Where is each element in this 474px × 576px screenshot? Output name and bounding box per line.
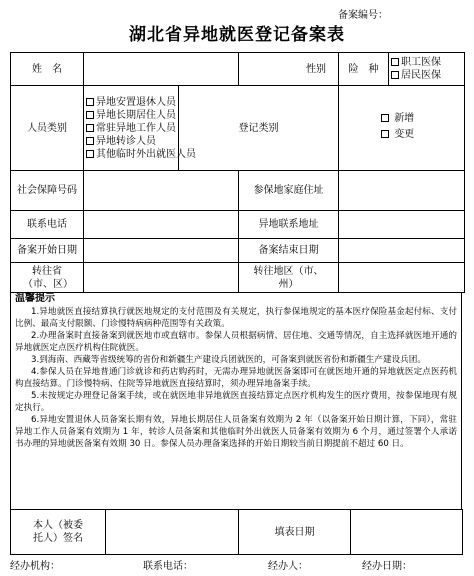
form-title: 湖北省异地就医登记备案表 (129, 25, 345, 45)
insured-address-field[interactable] (339, 171, 465, 211)
notice-item: 4.参保人员在异地普通门诊就诊和药店购药时，无需办理异地就医备案即可在就医地开通的异地就医定点医药机构直接结算。门诊慢特病、住院等异地就医直接结算时，须办理异地备案手续。 (15, 367, 457, 389)
handle-date-label: 经办日期： (362, 561, 412, 572)
checkbox-icon[interactable] (391, 58, 399, 66)
start-date-label: 备案开始日期 (11, 239, 84, 263)
person-category-option[interactable]: 异地安置退休人员 (86, 96, 178, 109)
category-row (11, 86, 465, 171)
person-category-option[interactable]: 常驻异地工作人员 (86, 122, 178, 135)
transfer-from-field[interactable] (84, 263, 239, 293)
transfer-to-field[interactable] (339, 263, 465, 293)
gender-label: 性别 (239, 53, 339, 86)
person-category-label: 人员类别 (11, 86, 84, 171)
checkbox-icon[interactable] (86, 111, 94, 119)
checkbox-icon[interactable] (86, 98, 94, 106)
person-category-option[interactable]: 异地长期居住人员 (86, 109, 178, 122)
name-row (11, 53, 465, 86)
start-date-field[interactable] (84, 239, 239, 263)
checkbox-icon[interactable] (381, 130, 389, 138)
checkbox-icon[interactable] (86, 150, 94, 158)
social-security-row (11, 171, 465, 211)
person-category-option[interactable]: 其他临时外出就医人员 (86, 148, 178, 161)
transfer-from-label: 转往省（市、区） (11, 263, 84, 293)
agency-label: 经办机构： (10, 561, 60, 572)
notice-item: 6.异地安置退休人员备案长期有效，异地长期居住人员备案有效期为 2 年（以备案开始日期计算，下同），常驻异地工作人员备案有效期为 1 年，转诊人员备案和其他临时外出就医人员备案有效期为 6 个月，通过签署个人承诺书办理的异地就医备案有效期 30 日。参保人员办理备案选择的开始日期较当前日期提前不超过 60 日。 (15, 415, 457, 449)
fill-date-field[interactable] (351, 510, 463, 555)
signer-label: 本人（被委托人）签名 (11, 510, 106, 555)
signature-table (10, 509, 463, 555)
social-security-field[interactable] (84, 171, 239, 211)
notice-heading: 温馨提示 (15, 293, 55, 304)
insured-address-label: 参保地家庭住址 (239, 171, 339, 211)
serial-number-label: 备案编号： (338, 10, 388, 21)
signature-field[interactable] (106, 510, 239, 555)
checkbox-icon[interactable] (86, 124, 94, 132)
insurance-options (389, 53, 465, 86)
person-category-options (84, 86, 196, 171)
registration-type-option-new[interactable]: 新增 (381, 112, 464, 128)
end-date-label: 备案结束日期 (239, 239, 339, 263)
phone-field[interactable] (84, 211, 239, 239)
remote-contact-field[interactable] (339, 211, 465, 239)
insurance-option-employee[interactable]: 职工医保 (391, 56, 464, 69)
notice-item: 1.异地就医直接结算执行就医地规定的支付范围及有关规定，执行参保地规定的基本医疗保险基金起付标、支付比例、最高支付限额、门诊慢特病病种范围等有关政策。 (15, 307, 457, 329)
checkbox-icon[interactable] (391, 71, 399, 79)
checkbox-icon[interactable] (86, 137, 94, 145)
name-label: 姓 名 (11, 53, 84, 86)
registration-type-option-change[interactable]: 变更 (381, 128, 464, 144)
phone-label: 联系电话 (11, 211, 84, 239)
remote-contact-label: 异地联系地址 (239, 211, 339, 239)
transfer-to-label: 转往地区（市、州） (239, 263, 339, 293)
notice-item: 3.到海南、西藏等省级统筹的省份和新疆生产建设兵团就医的，可备案到就医省份和新疆生产建设兵团。 (31, 355, 426, 365)
registration-type-options (339, 86, 465, 171)
insurance-label: 险 种 (339, 53, 389, 86)
notice-section (10, 292, 462, 510)
person-category-option[interactable]: 异地转诊人员 (86, 135, 178, 148)
footer-phone-label: 联系电话： (143, 561, 193, 572)
checkbox-icon[interactable] (381, 114, 389, 122)
handler-label: 经办人： (268, 561, 308, 572)
notice-item: 2.办理备案时直接备案到就医地市或直辖市。参保人员根据病情、居住地、交通等情况，自主选择就医地开通的异地就医定点医疗机构住院就医。 (15, 331, 457, 353)
transfer-row (11, 263, 465, 293)
fill-date-label: 填表日期 (239, 510, 351, 555)
registration-form-table (10, 52, 465, 293)
social-security-label: 社会保障号码 (11, 171, 84, 211)
dates-row (11, 239, 465, 263)
name-field[interactable] (84, 53, 239, 86)
end-date-field[interactable] (339, 239, 465, 263)
notice-item: 5.未按规定办理登记备案手续，或在就医地非异地就医直接结算定点医疗机构发生的医疗费用，按参保地现有规定执行。 (15, 391, 457, 413)
registration-type-label: 登记类别 (179, 86, 339, 171)
contact-row (11, 211, 465, 239)
insurance-option-resident[interactable]: 居民医保 (391, 69, 464, 82)
